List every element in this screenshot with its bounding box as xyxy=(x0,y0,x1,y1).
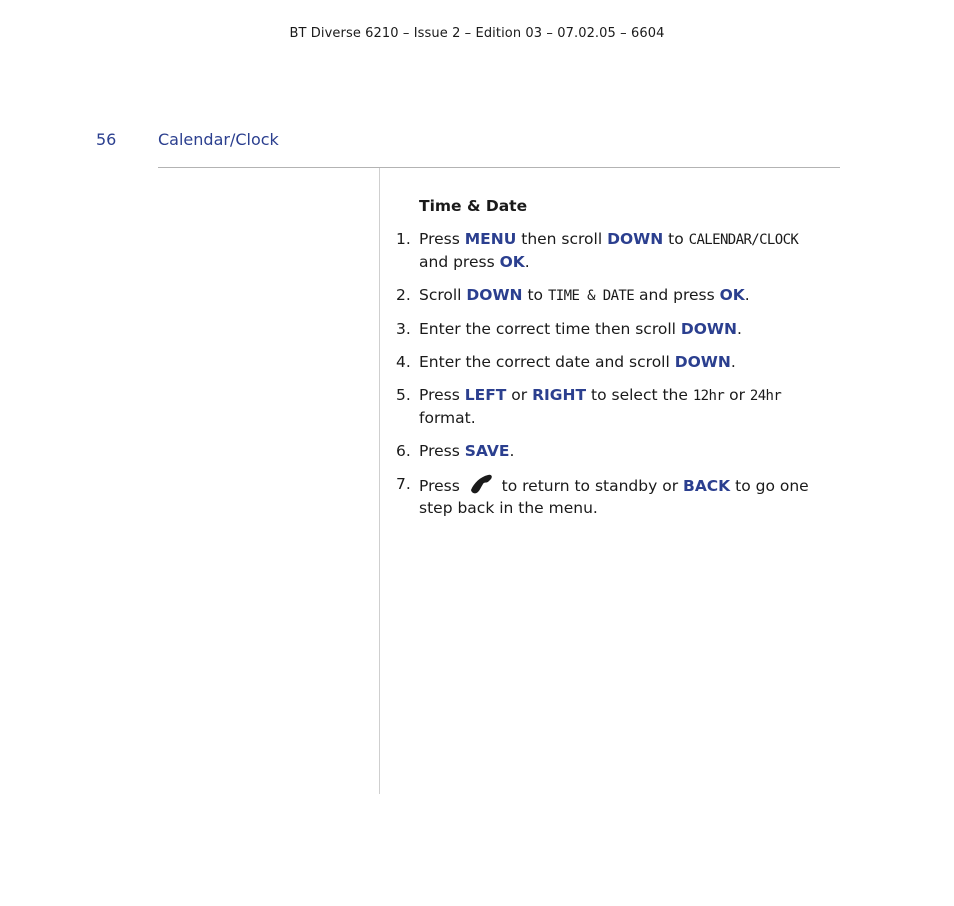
display-text: 12hr xyxy=(692,388,725,404)
display-text: CALENDAR/CLOCK xyxy=(688,232,799,248)
end-call-icon xyxy=(467,473,495,495)
step-text: then scroll xyxy=(516,230,608,248)
step-text: to go one step back in the menu. xyxy=(419,477,809,517)
step-text: . xyxy=(509,442,515,460)
step-text: Press xyxy=(419,386,465,404)
step-text: and press xyxy=(419,253,500,271)
key-down: DOWN xyxy=(674,353,731,371)
step-text: or xyxy=(506,386,533,404)
step-number: 2. xyxy=(396,286,411,304)
step-text: format. xyxy=(419,409,476,427)
step-text: and press xyxy=(634,286,720,304)
step-text: . xyxy=(737,320,742,338)
step-text: Press xyxy=(419,442,465,460)
steps-list xyxy=(392,228,832,519)
key-ok: OK xyxy=(719,286,745,304)
step-number: 6. xyxy=(396,442,411,460)
step-text: Enter the correct date and scroll xyxy=(419,353,675,371)
step-number: 7. xyxy=(396,475,411,493)
subheading: Time & Date xyxy=(419,197,528,215)
step-text: Scroll xyxy=(419,286,467,304)
step-7 xyxy=(392,473,832,519)
key-left: LEFT xyxy=(464,386,507,404)
instructions-column xyxy=(392,195,832,530)
step-3 xyxy=(392,318,832,340)
key-menu: MENU xyxy=(464,230,517,248)
step-text: to return to standby or xyxy=(496,477,683,495)
step-text: to select the xyxy=(586,386,693,404)
display-text: TIME & DATE xyxy=(547,288,635,304)
step-number: 1. xyxy=(396,230,411,248)
step-text: Press xyxy=(419,477,465,495)
step-text: . xyxy=(524,253,530,271)
step-text: or xyxy=(724,386,750,404)
step-text: Enter the correct time then scroll xyxy=(419,320,681,338)
step-number: 5. xyxy=(396,386,411,404)
page-number: 56 xyxy=(96,130,117,149)
step-text: to xyxy=(522,286,548,304)
step-number: 4. xyxy=(396,353,411,371)
step-number: 3. xyxy=(396,320,411,338)
key-down: DOWN xyxy=(680,320,738,338)
step-text: . xyxy=(744,286,750,304)
step-6 xyxy=(392,440,832,462)
key-save: SAVE xyxy=(464,442,510,460)
step-4 xyxy=(392,351,832,373)
vertical-rule xyxy=(379,168,380,794)
step-2 xyxy=(392,284,832,307)
key-back: BACK xyxy=(683,477,731,495)
key-ok: OK xyxy=(499,253,525,271)
section-title: Calendar/Clock xyxy=(158,130,279,149)
step-text: Press xyxy=(419,230,465,248)
horizontal-rule xyxy=(158,167,840,168)
key-right: RIGHT xyxy=(532,386,587,404)
document-info-header: BT Diverse 6210 – Issue 2 – Edition 03 – 07.02.05 – 6604 xyxy=(289,26,665,41)
step-text: . xyxy=(730,353,736,371)
key-down: DOWN xyxy=(607,230,664,248)
step-1 xyxy=(392,228,832,273)
key-down: DOWN xyxy=(466,286,523,304)
step-text: to xyxy=(663,230,689,248)
display-text: 24hr xyxy=(749,388,782,404)
step-5 xyxy=(392,384,832,429)
